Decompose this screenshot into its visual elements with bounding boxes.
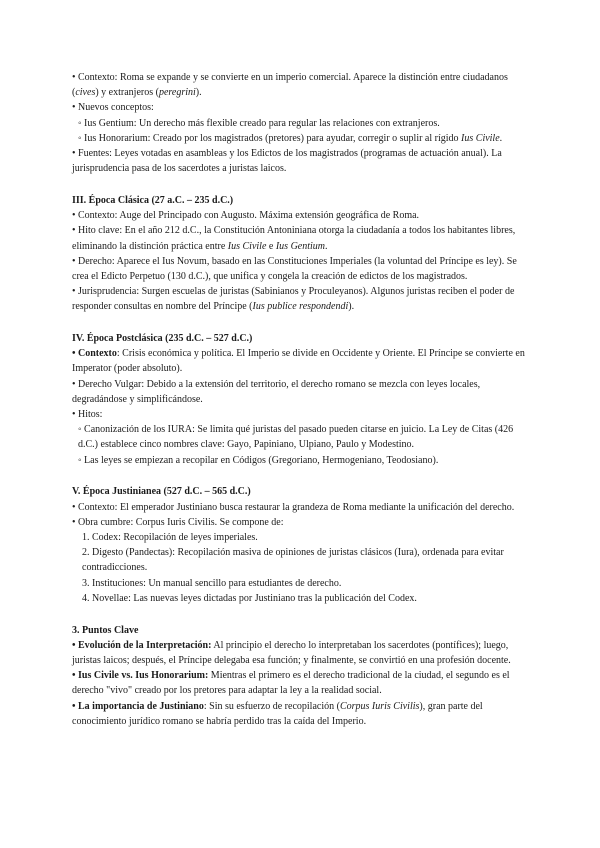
document-page [72,70,532,729]
sub-bullet-canonizacion: ◦ Canonización de los IURA: Se limita qué juristas del pasado pueden citarse en juicio. La Ley de Citas (426 d.C.) establece cinco nombres clave: Gayo, Papiniano, Ulpiano, Paulo y Modestino. [78,424,514,451]
numbered-item-instituciones: 3. Instituciones: Un manual sencillo para estudiantes de derecho. [82,577,342,589]
bullet-obra-cumbre: • Obra cumbre: Corpus Iuris Civilis. Se compone de: [72,516,284,528]
bullet-jurisprudencia: • Jurisprudencia: Surgen escuelas de juristas (Sabinianos y Proculeyanos). Algunos juristas reciben el poder de responder consultas en nombre del Príncipe (Ius publice respondendi). [72,286,515,313]
bullet-importancia-justiniano: • La importancia de Justiniano: Sin su esfuerzo de recopilación (Corpus Iuris Civilis), gran parte del conocimiento jurídico romano se habría perdido tras la caída del Imperio. [72,700,483,727]
numbered-item-digesto: 2. Digesto (Pandectas): Recopilación masiva de opiniones de juristas clásicos (Iura), ordenada para evitar contradicciones. [82,547,504,574]
bullet-derecho: • Derecho: Aparece el Ius Novum, basado en las Constituciones Imperiales (la voluntad del Príncipe es ley). Se crea el Edicto Perpetuo (130 d.C.), que unifica y congela la creación de edictos de los magistrados. [72,255,517,282]
numbered-item-novellae: 4. Novellae: Las nuevas leyes dictadas por Justiniano tras la publicación del Codex. [82,592,417,604]
bullet-fuentes: • Fuentes: Leyes votadas en asambleas y los Edictos de los magistrados (programas de actuación anual). La jurisprudencia pasa de los sacerdotes a juristas laicos. [72,148,502,175]
bullet-ius-civile-vs-honorarium: • Ius Civile vs. Ius Honorarium: Mientras el primero es el derecho tradicional de la ciudad, el segundo es el derecho "vivo" creado por los pretores para adaptar la ley a la realidad social. [72,670,510,697]
heading-epoca-postclasica: IV. Época Postclásica (235 d.C. – 527 d.C.) [72,333,253,345]
bullet-evolucion: • Evolución de la Interpretación: Al principio el derecho lo interpretaban los sacerdotes (pontífices); luego, juristas laicos; después, el Príncipe delegaba esa función; y finalmente, se convirtió en una profesión docente. [72,639,511,666]
bullet-contexto-postclasica: • Contexto: Crisis económica y política. El Imperio se divide en Occidente y Oriente. El Príncipe se convierte en Imperator (poder absoluto). [72,348,525,375]
numbered-item-codex: 1. Codex: Recopilación de leyes imperiales. [82,531,258,543]
bullet-contexto: • Contexto: Roma se expande y se convierte en un imperio comercial. Aparece la distinción entre ciudadanos (cives) y extranjeros (peregrini). [72,72,508,99]
bullet-hito-clave: • Hito clave: En el año 212 d.C., la Constitución Antoniniana otorga la ciudadanía a todos los habitantes libres, eliminando la distinción práctica entre Ius Civile e Ius Gentium. [72,225,516,252]
heading-epoca-clasica: III. Época Clásica (27 a.C. – 235 d.C.) [72,194,234,206]
bullet-hitos: • Hitos: [72,409,103,421]
sub-bullet-ius-honorarium: ◦ Ius Honorarium: Creado por los magistrados (pretores) para ayudar, corregir o suplir al rígido Ius Civile. [78,132,503,144]
bullet-derecho-vulgar: • Derecho Vulgar: Debido a la extensión del territorio, el derecho romano se mezcla con leyes locales, degradándose y simplificándose. [72,378,481,405]
bullet-contexto-justinianea: • Contexto: El emperador Justiniano busca restaurar la grandeza de Roma mediante la unificación del derecho. [72,501,515,513]
bullet-contexto-clasica: • Contexto: Auge del Principado con Augusto. Máxima extensión geográfica de Roma. [72,210,420,222]
sub-bullet-ius-gentium: ◦ Ius Gentium: Un derecho más flexible creado para regular las relaciones con extranjeros. [78,117,440,129]
sub-bullet-codigos: ◦ Las leyes se empiezan a recopilar en Códigos (Gregoriano, Hermogeniano, Teodosiano). [78,454,439,466]
bullet-nuevos-conceptos: • Nuevos conceptos: [72,102,154,114]
heading-puntos-clave: 3. Puntos Clave [72,624,139,636]
heading-epoca-justinianea: V. Época Justinianea (527 d.C. – 565 d.C.) [72,486,251,498]
